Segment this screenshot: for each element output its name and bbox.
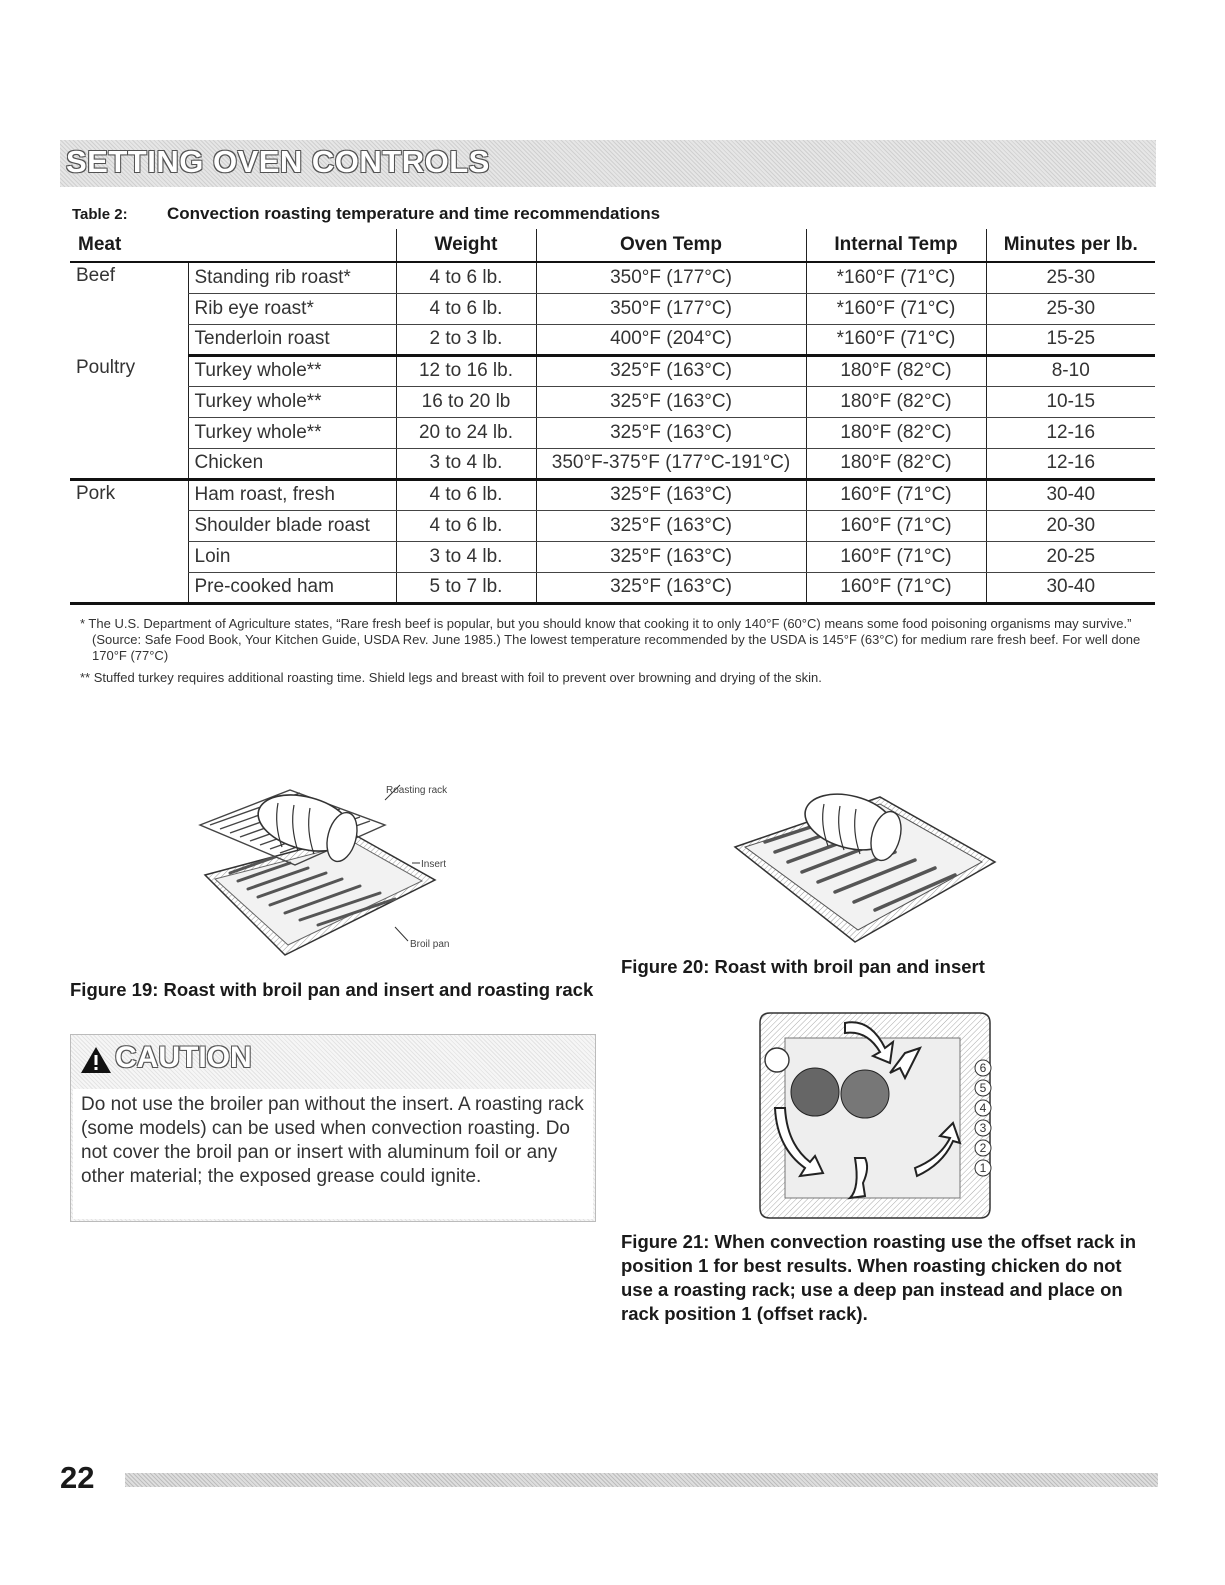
cell-weight: 12 to 16 lb. xyxy=(396,355,536,386)
cell-minutes: 12-16 xyxy=(986,448,1155,479)
convection-roasting-table xyxy=(70,229,1155,605)
cell-cut: Tenderloin roast xyxy=(188,324,396,355)
table-caption xyxy=(72,204,660,224)
rack-position-4: 4 xyxy=(979,1101,987,1115)
page-number: 22 xyxy=(60,1460,95,1495)
cell-minutes: 30-40 xyxy=(986,572,1155,603)
cell-oven-temp: 325°F (163°C) xyxy=(536,417,806,448)
cell-oven-temp: 325°F (163°C) xyxy=(536,541,806,572)
figure-19-illustration xyxy=(190,755,490,970)
cell-oven-temp: 350°F (177°C) xyxy=(536,293,806,324)
table-row xyxy=(70,355,1155,386)
cell-internal-temp: 180°F (82°C) xyxy=(806,355,986,386)
cell-oven-temp: 325°F (163°C) xyxy=(536,572,806,603)
cell-cut: Loin xyxy=(188,541,396,572)
table-row xyxy=(70,448,1155,479)
cell-cut: Turkey whole** xyxy=(188,386,396,417)
cell-weight: 4 to 6 lb. xyxy=(396,510,536,541)
cell-oven-temp: 400°F (204°C) xyxy=(536,324,806,355)
label-broil-pan: Broil pan xyxy=(410,939,450,950)
cell-cut: Ham roast, fresh xyxy=(188,479,396,510)
cell-minutes: 20-25 xyxy=(986,541,1155,572)
meat-group-beef: Beef xyxy=(76,265,116,286)
caution-box xyxy=(70,1034,596,1222)
cell-internal-temp: *160°F (71°C) xyxy=(806,324,986,355)
cell-minutes: 25-30 xyxy=(986,293,1155,324)
figure-21-illustration xyxy=(755,1008,1000,1223)
cell-oven-temp: 325°F (163°C) xyxy=(536,510,806,541)
table-row xyxy=(70,479,1155,510)
cell-cut: Turkey whole** xyxy=(188,417,396,448)
cell-cut: Rib eye roast* xyxy=(188,293,396,324)
cell-weight: 4 to 6 lb. xyxy=(396,262,536,293)
cell-weight: 4 to 6 lb. xyxy=(396,479,536,510)
table-row xyxy=(70,417,1155,448)
cell-cut: Chicken xyxy=(188,448,396,479)
table-row xyxy=(70,293,1155,324)
cell-minutes: 30-40 xyxy=(986,479,1155,510)
table-row xyxy=(70,386,1155,417)
cell-internal-temp: 180°F (82°C) xyxy=(806,417,986,448)
cell-internal-temp: *160°F (71°C) xyxy=(806,293,986,324)
table-row xyxy=(70,510,1155,541)
cell-oven-temp: 350°F (177°C) xyxy=(536,262,806,293)
cell-minutes: 8-10 xyxy=(986,355,1155,386)
cell-weight: 2 to 3 lb. xyxy=(396,324,536,355)
figure-20-illustration xyxy=(730,762,1005,947)
label-roasting-rack: Roasting rack xyxy=(386,785,448,796)
rack-position-6: 6 xyxy=(979,1061,987,1075)
col-header-minutes: Minutes per lb. xyxy=(986,229,1155,262)
figure-21-caption: Figure 21: When convection roasting use the offset rack in position 1 for best results. When roasting chicken do not use a roasting rack; use a deep pan instead and place on rack position 1 (offset rack). xyxy=(621,1231,1137,1324)
table-header-row xyxy=(70,229,1155,262)
cell-weight: 3 to 4 lb. xyxy=(396,448,536,479)
caution-heading: CAUTION xyxy=(115,1041,252,1074)
cell-weight: 3 to 4 lb. xyxy=(396,541,536,572)
cell-weight: 20 to 24 lb. xyxy=(396,417,536,448)
cell-cut: Shoulder blade roast xyxy=(188,510,396,541)
cell-oven-temp: 325°F (163°C) xyxy=(536,386,806,417)
footer-band xyxy=(125,1473,1158,1487)
cell-oven-temp: 325°F (163°C) xyxy=(536,355,806,386)
col-header-meat: Meat xyxy=(70,229,396,262)
section-header-band xyxy=(60,140,1156,187)
cell-minutes: 25-30 xyxy=(986,262,1155,293)
meat-group-poultry: Poultry xyxy=(70,355,188,479)
cell-weight: 16 to 20 lb xyxy=(396,386,536,417)
figure-20-caption: Figure 20: Roast with broil pan and insert xyxy=(621,956,985,977)
table-row xyxy=(70,262,1155,293)
caution-text: Do not use the broiler pan without the insert. A roasting rack (some models) can be used when convection roasting. Do not cover the broil pan or insert with aluminum foil or any other material; the exposed grease could ignite. xyxy=(73,1089,593,1219)
cell-oven-temp: 350°F-375°F (177°C-191°C) xyxy=(536,448,806,479)
cell-cut: Pre-cooked ham xyxy=(188,572,396,603)
col-header-oven-temp: Oven Temp xyxy=(536,229,806,262)
cell-minutes: 20-30 xyxy=(986,510,1155,541)
rack-position-3: 3 xyxy=(979,1121,987,1135)
rack-position-1: 1 xyxy=(979,1161,987,1175)
cell-cut: Standing rib roast* xyxy=(188,262,396,293)
table-row xyxy=(70,541,1155,572)
table-row xyxy=(70,572,1155,603)
rack-position-2: 2 xyxy=(979,1141,987,1155)
table-row xyxy=(70,324,1155,355)
col-header-weight: Weight xyxy=(396,229,536,262)
col-header-internal-temp: Internal Temp xyxy=(806,229,986,262)
cell-minutes: 10-15 xyxy=(986,386,1155,417)
meat-group-pork: Pork xyxy=(70,479,188,603)
cell-cut: Turkey whole** xyxy=(188,355,396,386)
label-insert: Insert xyxy=(421,859,447,870)
table-label: Table 2: xyxy=(72,206,128,223)
cell-internal-temp: 160°F (71°C) xyxy=(806,479,986,510)
cell-internal-temp: 160°F (71°C) xyxy=(806,510,986,541)
table-footnotes xyxy=(80,616,1150,692)
section-title: SETTING OVEN CONTROLS xyxy=(66,144,490,179)
cell-oven-temp: 325°F (163°C) xyxy=(536,479,806,510)
cell-internal-temp: 180°F (82°C) xyxy=(806,386,986,417)
footnote-usda: * The U.S. Department of Agriculture states, “Rare fresh beef is popular, but you should know that cooking it to only 140°F (60°C) means some food poisoning organisms may survive.” (Source: Safe Food Book, Your Kitchen Guide, USDA Rev. June 1985.) The lowest temperature recommended by the USDA is 145°F (63°C) for medium rare fresh beef. For well done 170°F (77°C) xyxy=(80,616,1141,663)
warning-triangle-icon xyxy=(79,1045,113,1075)
cell-internal-temp: 160°F (71°C) xyxy=(806,572,986,603)
table-title: Convection roasting temperature and time recommendations xyxy=(167,204,661,223)
footnote-stuffed-turkey: ** Stuffed turkey requires additional roasting time. Shield legs and breast with foil to prevent over browning and drying of the skin. xyxy=(80,670,822,685)
cell-minutes: 15-25 xyxy=(986,324,1155,355)
cell-weight: 4 to 6 lb. xyxy=(396,293,536,324)
cell-internal-temp: *160°F (71°C) xyxy=(806,262,986,293)
cell-internal-temp: 180°F (82°C) xyxy=(806,448,986,479)
rack-position-5: 5 xyxy=(979,1081,987,1095)
cell-minutes: 12-16 xyxy=(986,417,1155,448)
cell-internal-temp: 160°F (71°C) xyxy=(806,541,986,572)
cell-weight: 5 to 7 lb. xyxy=(396,572,536,603)
figure-19-caption: Figure 19: Roast with broil pan and insert and roasting rack xyxy=(70,979,594,1000)
